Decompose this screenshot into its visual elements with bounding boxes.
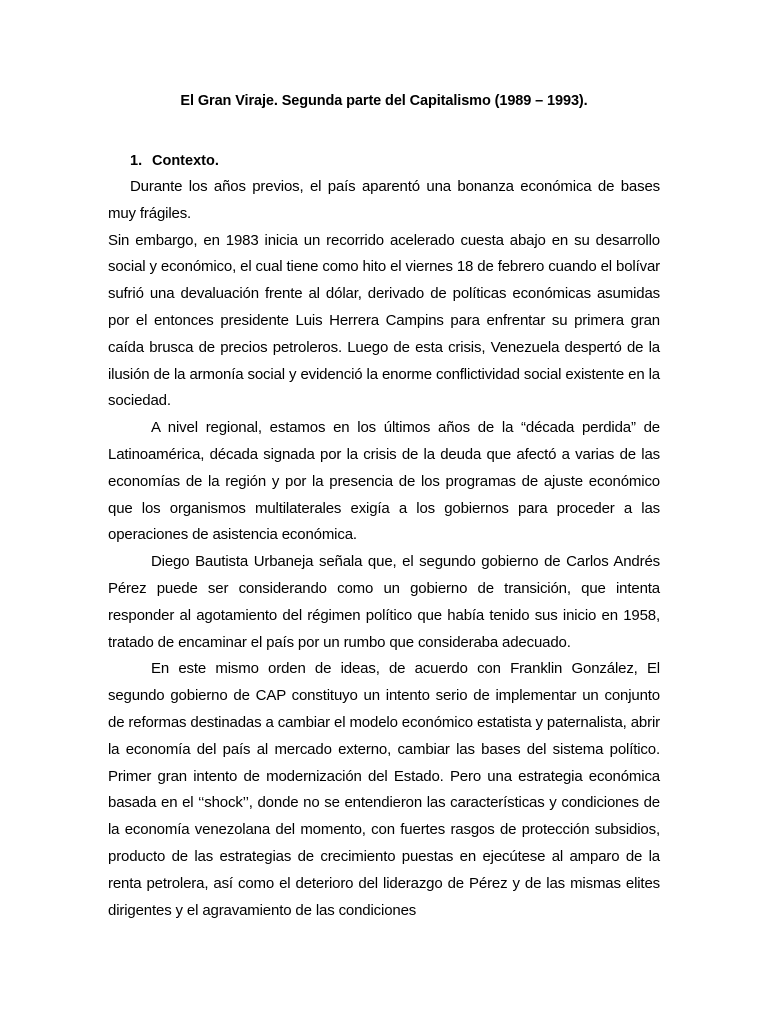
section-heading [130,152,660,170]
section-heading-text: Contexto. [152,153,219,169]
paragraph-1: Durante los años previos, el país aparentó una bonanza económica de bases muy frágiles. [108,178,660,222]
document-page [108,80,660,924]
section-number: 1. [130,153,143,169]
paragraph-3: A nivel regional, estamos en los últimos años de la “década perdida” de Latinoamérica, década signada por la crisis de la deuda que afectó a varias de las economías de la región y por la presencia de los programas de ajuste económico que los organismos multilaterales exigía a los gobiernos para proceder a las operaciones de asistencia económica. [108,419,660,544]
paragraph-5: En este mismo orden de ideas, de acuerdo con Franklin González, El segundo gobierno de CAP constituyo un intento serio de implementar un conjunto de reformas destinadas a cambiar el modelo económico estatista y paternalista, abrir la economía del país al mercado externo, cambiar las bases del sistema político. Primer gran intento de modernización del Estado. Pero una estrategia económica basada en el ‘‘shock’’, donde no se entendieron las características y condiciones de la economía venezolana del momento, con fuertes rasgos de protección subsidios, producto de las estrategias de crecimiento puestas en ejecútese al amparo de la renta petrolera, así como el deterioro del liderazgo de Pérez y de las mismas elites dirigentes y el agravamiento de las condiciones [108,660,660,919]
paragraph-4: Diego Bautista Urbaneja señala que, el segundo gobierno de Carlos Andrés Pérez puede ser considerando como un gobierno de transición, que intenta responder al agotamiento del régimen político que había tenido sus inicio en 1958, tratado de encaminar el país por un rumbo que consideraba adecuado. [108,553,660,651]
document-title: El Gran Viraje. Segunda parte del Capitalismo (1989 – 1993). [180,93,588,109]
paragraph-2: Sin embargo, en 1983 inicia un recorrido acelerado cuesta abajo en su desarrollo social y económico, el cual tiene como hito el viernes 18 de febrero cuando el bolívar sufrió una devaluación frente al dólar, derivado de políticas económicas asumidas por el entonces presidente Luis Herrera Campins para enfrentar su primera gran caída brusca de precios petroleros. Luego de esta crisis, Venezuela despertó de la ilusión de la armonía social y evidenció la enorme conflictividad social existente en la sociedad. [108,231,660,410]
